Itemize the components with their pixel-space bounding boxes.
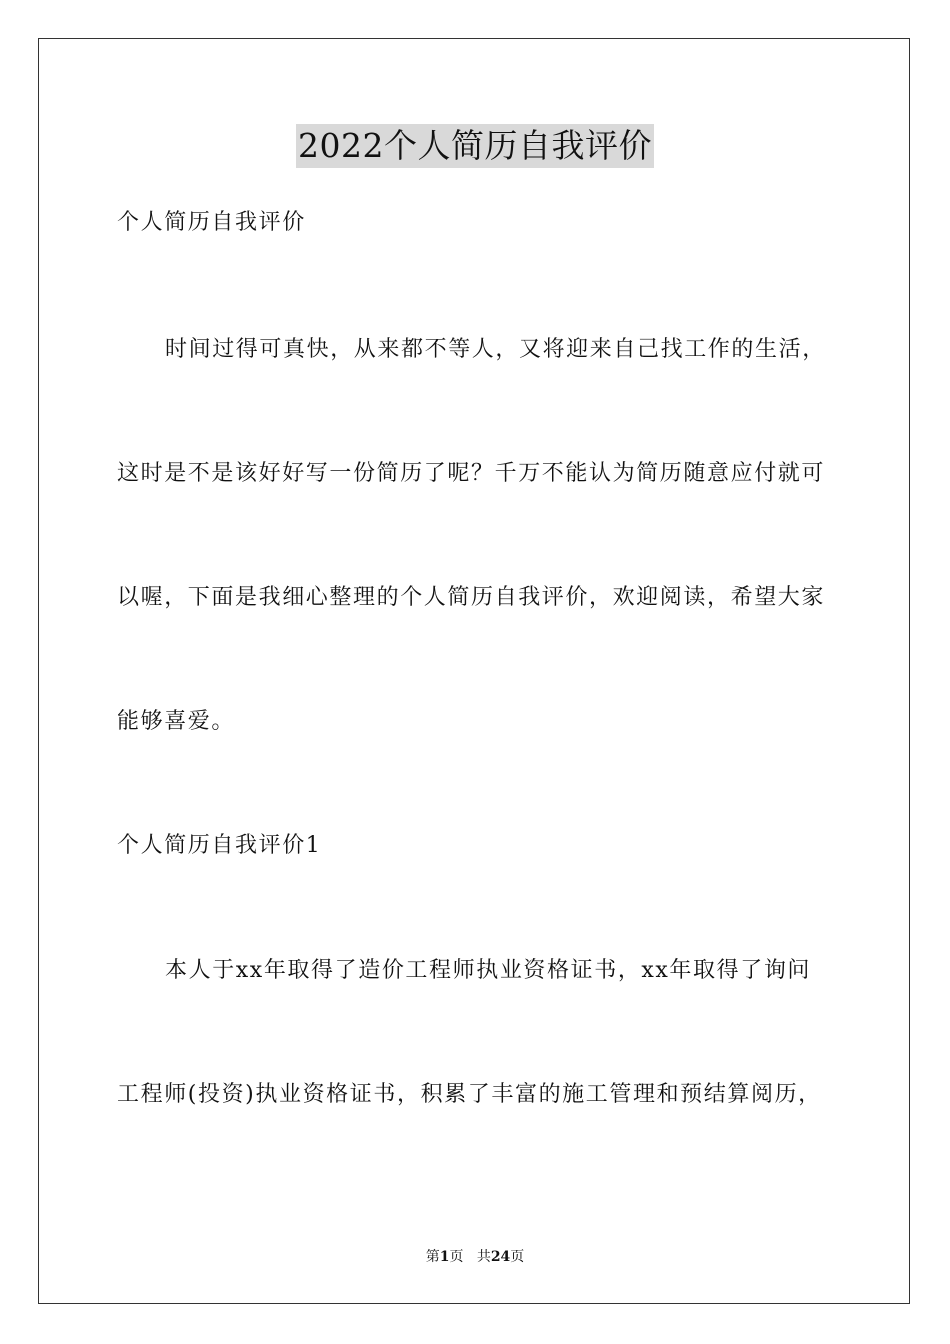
paragraph-line: 能够喜爱。 bbox=[117, 709, 236, 734]
page-current: 1 bbox=[439, 1249, 450, 1265]
document-title: 2022个人简历自我评价 bbox=[296, 124, 654, 168]
total-prefix: 共 bbox=[476, 1249, 491, 1265]
section-heading: 个人简历自我评价 bbox=[117, 210, 306, 235]
page-footer bbox=[0, 1248, 950, 1266]
page-total: 24 bbox=[490, 1249, 511, 1265]
paragraph-line: 本人于xx年取得了造价工程师执业资格证书，xx年取得了询问 bbox=[165, 958, 812, 983]
total-suffix: 页 bbox=[510, 1249, 525, 1265]
paragraph-line: 以喔，下面是我细心整理的个人简历自我评价，欢迎阅读，希望大家 bbox=[117, 585, 826, 610]
page-suffix: 页 bbox=[449, 1249, 464, 1265]
section-heading: 个人简历自我评价1 bbox=[117, 833, 322, 858]
paragraph-line: 工程师(投资)执业资格证书，积累了丰富的施工管理和预结算阅历， bbox=[117, 1082, 822, 1107]
paragraph-line: 时间过得可真快，从来都不等人，又将迎来自己找工作的生活， bbox=[165, 337, 826, 362]
title-container bbox=[0, 124, 950, 168]
page-prefix: 第 bbox=[425, 1249, 440, 1265]
paragraph-line: 这时是不是该好好写一份简历了呢？千万不能认为简历随意应付就可 bbox=[117, 461, 826, 486]
